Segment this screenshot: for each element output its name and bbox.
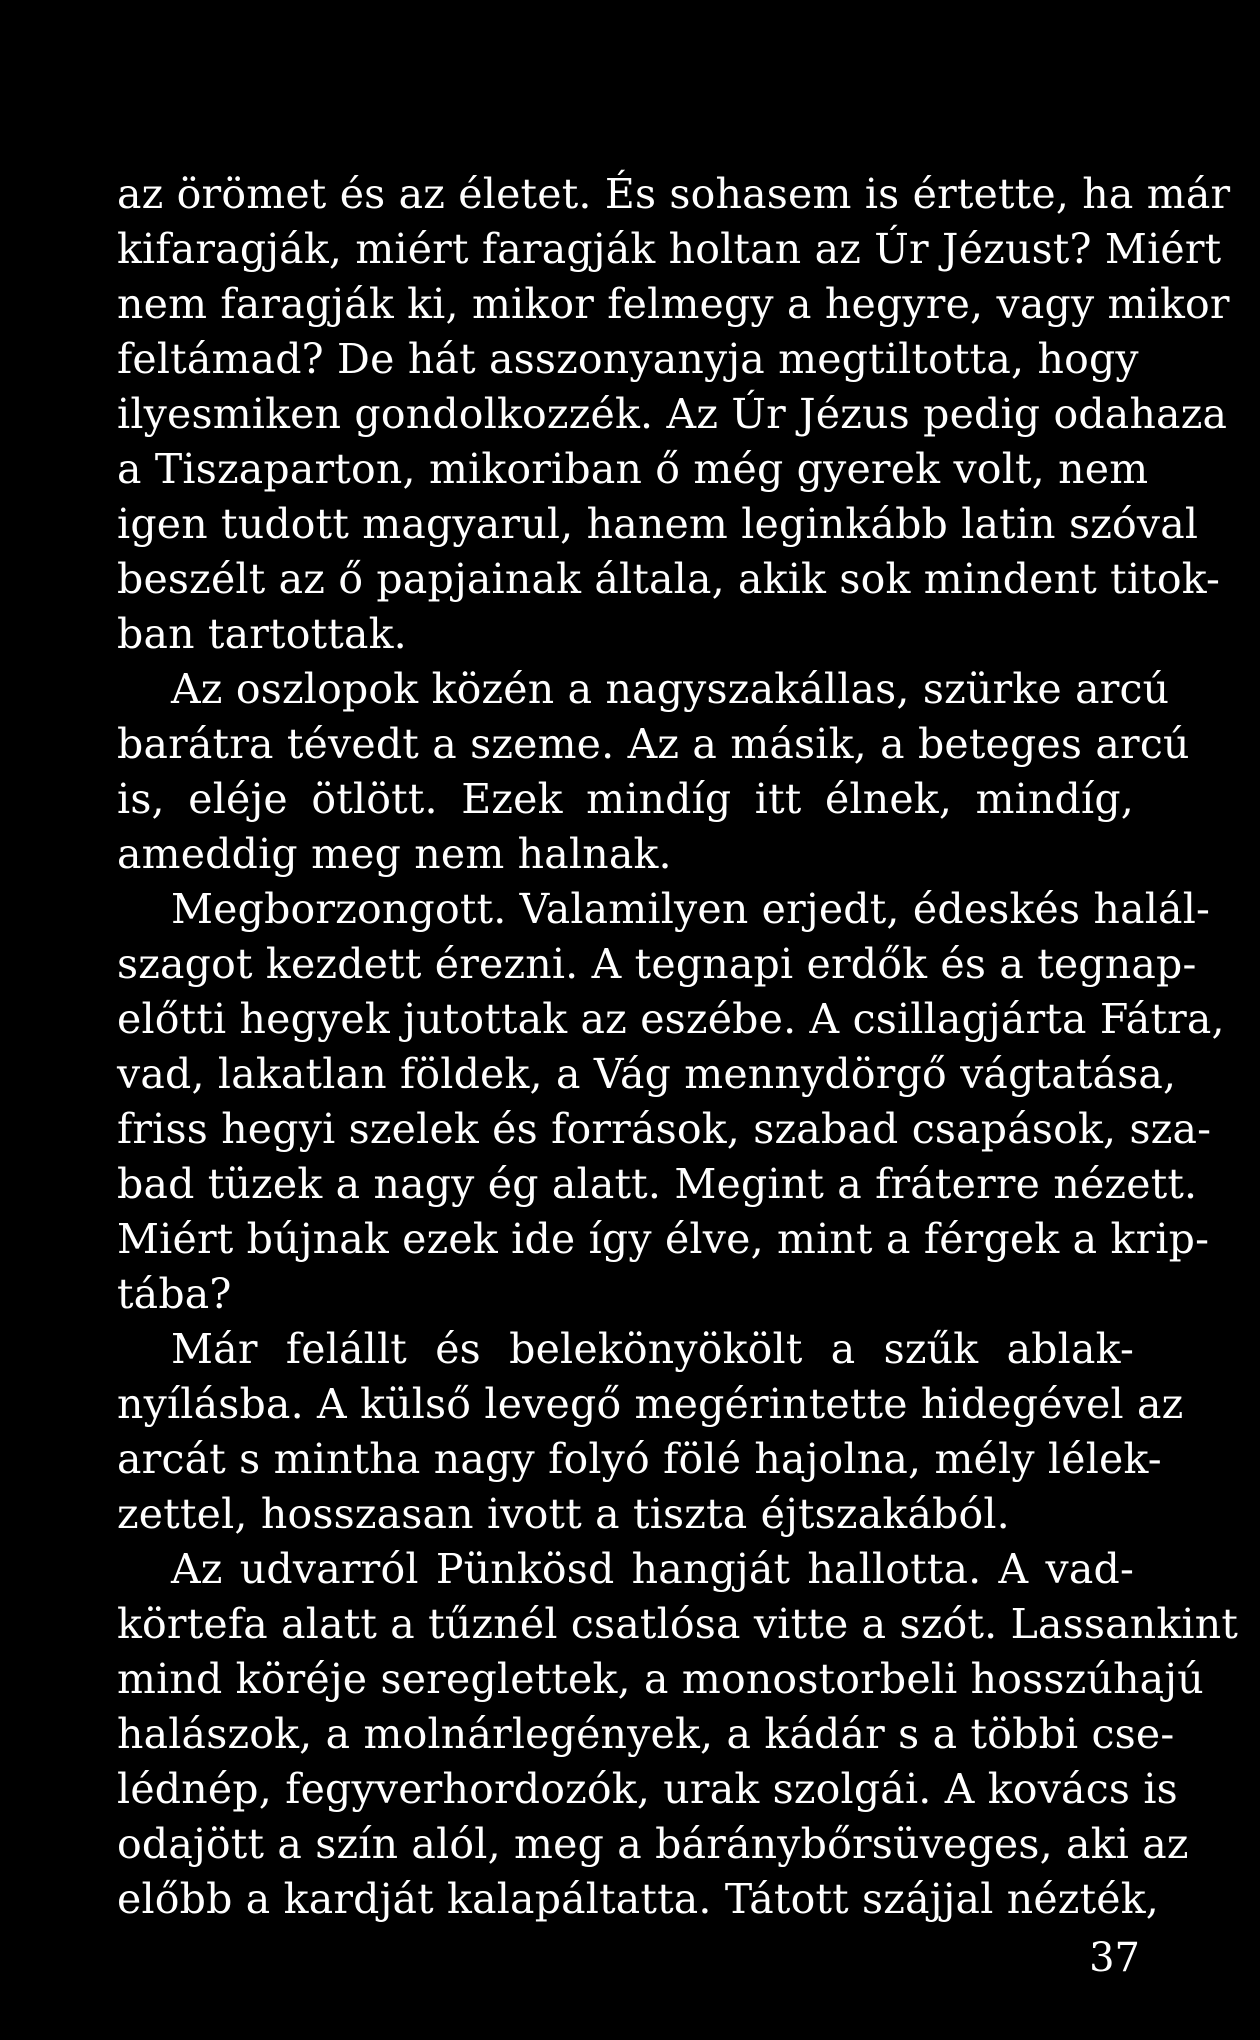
text-line: előbb a kardját kalapáltatta. Tátott szájjal nézték,: [117, 1875, 1160, 1923]
text-line: nem faragják ki, mikor felmegy a hegyre, vagy mikor: [117, 280, 1230, 328]
text-line: mind köréje sereglettek, a monostorbeli hosszúhajú: [117, 1655, 1204, 1703]
text-line: Az oszlopok közén a nagyszakállas, szürke arcú: [171, 665, 1170, 713]
text-line: beszélt az ő papjainak általa, akik sok mindent titok-: [117, 555, 1221, 603]
text-line: szagot kezdett érezni. A tegnapi erdők és a tegnap-: [117, 940, 1197, 988]
text-line: barátra tévedt a szeme. Az a másik, a beteges arcú: [117, 720, 1190, 768]
text-line: bad tüzek a nagy ég alatt. Megint a fráterre nézett.: [117, 1160, 1198, 1208]
text-line: lédnép, fegyverhordozók, urak szolgái. A kovács is: [117, 1765, 1178, 1813]
text-line: kifaragják, miért faragják holtan az Úr Jézust? Miért: [117, 225, 1222, 273]
text-line: arcát s mintha nagy folyó fölé hajolna, mély lélek-: [117, 1435, 1162, 1483]
text-line: nyílásba. A külső levegő megérintette hidegével az: [117, 1380, 1184, 1428]
text-line: körtefa alatt a tűznél csatlósa vitte a szót. Lassankint: [117, 1600, 1239, 1648]
text-line: előtti hegyek jutottak az eszébe. A csillagjárta Fátra,: [117, 995, 1225, 1043]
text-line: Megborzongott. Valamilyen erjedt, édeskés halál-: [171, 885, 1211, 933]
text-line: ameddig meg nem halnak.: [117, 830, 672, 878]
text-line: feltámad? De hát asszonyanyja megtiltotta, hogy: [117, 335, 1139, 383]
text-line: zettel, hosszasan ivott a tiszta éjtszakából.: [117, 1490, 1010, 1538]
text-line: odajött a szín alól, meg a báránybőrsüveges, aki az: [117, 1820, 1189, 1868]
text-line: halászok, a molnárlegények, a kádár s a többi cse-: [117, 1710, 1175, 1758]
text-line: is, eléje ötlött. Ezek mindíg itt élnek, mindíg,: [117, 775, 1134, 823]
text-line: friss hegyi szelek és források, szabad csapások, sza-: [117, 1105, 1212, 1153]
text-line: ban tartottak.: [117, 610, 407, 658]
text-line: Az udvarról Pünkösd hangját hallotta. A vad-: [171, 1545, 1134, 1593]
text-line: Miért bújnak ezek ide így élve, mint a férgek a krip-: [117, 1215, 1210, 1263]
text-line: az örömet és az életet. És sohasem is értette, ha már: [117, 170, 1231, 218]
text-line: Már felállt és belekönyökölt a szűk ablak-: [171, 1325, 1134, 1373]
page-number: 37: [1089, 1935, 1140, 1981]
text-line: ilyesmiken gondolkozzék. Az Úr Jézus pedig odahaza: [117, 390, 1228, 438]
text-line: tába?: [117, 1270, 232, 1318]
text-line: vad, lakatlan földek, a Vág mennydörgő vágtatása,: [117, 1050, 1177, 1098]
text-line: igen tudott magyarul, hanem leginkább latin szóval: [117, 500, 1199, 548]
text-line: a Tiszaparton, mikoriban ő még gyerek volt, nem: [117, 445, 1149, 493]
